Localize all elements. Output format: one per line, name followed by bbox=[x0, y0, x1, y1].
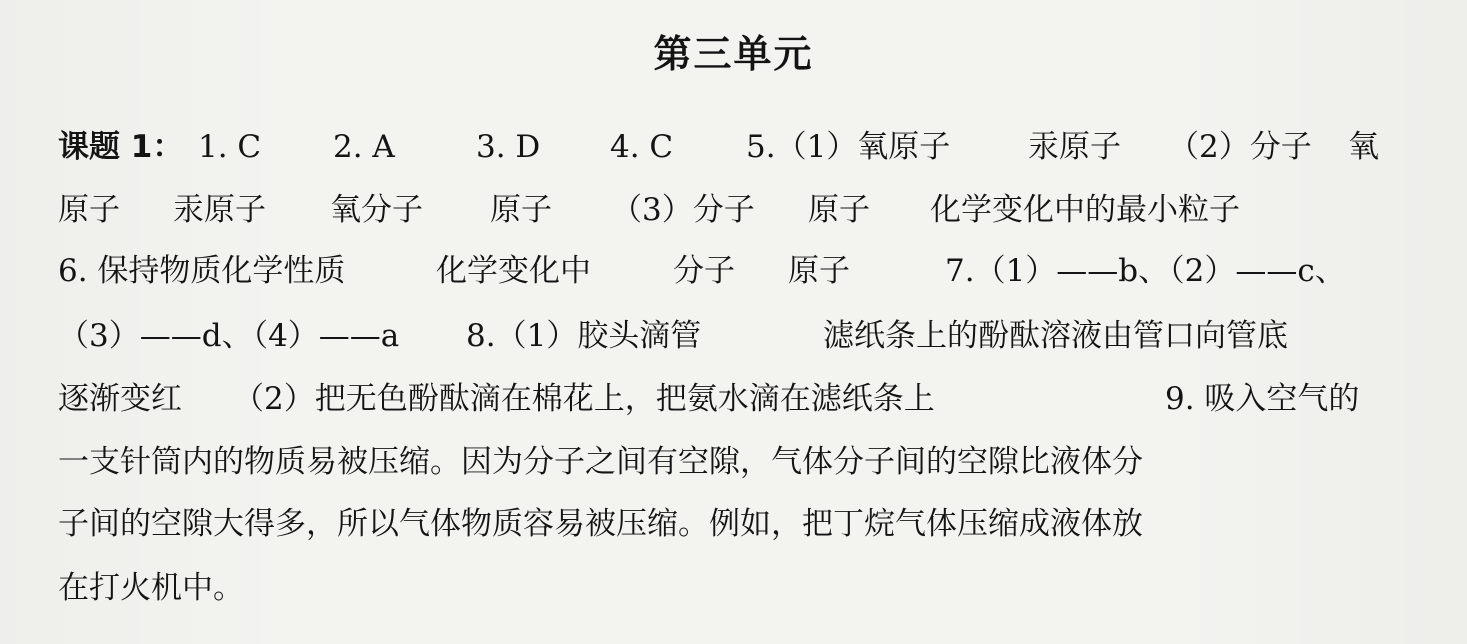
line2-seg5: （3）分子 bbox=[611, 192, 755, 228]
answer-5-part2: 汞原子 bbox=[1028, 129, 1121, 165]
answer-line-1 bbox=[58, 120, 1379, 174]
line2-seg2: 汞原子 bbox=[173, 192, 266, 228]
answer-5-part3: （2）分子 bbox=[1168, 129, 1312, 165]
line3-seg2: 化学变化中 bbox=[436, 253, 591, 289]
line3-seg4: 原子 bbox=[788, 253, 850, 289]
answer-4: 4. C bbox=[610, 129, 674, 165]
line5-seg2: （2）把无色酚酞滴在棉花上，把氨水滴在滤纸条上 bbox=[233, 381, 935, 417]
line3-seg1: 6. 保持物质化学性质 bbox=[58, 253, 346, 289]
line2-seg4: 原子 bbox=[490, 192, 552, 228]
line6-text: 一支针筒内的物质易被压缩。因为分子之间有空隙，气体分子间的空隙比液体分 bbox=[58, 444, 1143, 480]
line4-seg3: 滤纸条上的酚酞溶液由管口向管底 bbox=[823, 318, 1288, 354]
line2-seg3: 氧分子 bbox=[330, 192, 423, 228]
line5-seg3: 9. 吸入空气的 bbox=[1165, 381, 1360, 417]
line4-seg2: 8.（1）胶头滴管 bbox=[466, 318, 702, 354]
unit-title: 第三单元 bbox=[653, 32, 814, 76]
lesson-label: 课题 1： bbox=[58, 129, 184, 165]
answer-line-6 bbox=[58, 435, 1143, 489]
answer-1: 1. C bbox=[198, 129, 262, 165]
line2-seg6: 原子 bbox=[808, 192, 870, 228]
line8-text: 在打火机中。 bbox=[58, 570, 244, 606]
answer-5-part1: 5.（1）氧原子 bbox=[746, 129, 951, 165]
line4-seg1: （3）——d、（4）——a bbox=[58, 318, 400, 354]
line2-seg1: 原子 bbox=[58, 192, 120, 228]
line3-seg3: 分子 bbox=[673, 253, 735, 289]
answer-line-7 bbox=[58, 497, 1143, 551]
answer-3: 3. D bbox=[476, 129, 541, 165]
answer-2: 2. A bbox=[333, 129, 395, 165]
line5-seg1: 逐渐变红 bbox=[58, 381, 182, 417]
line2-seg7: 化学变化中的最小粒子 bbox=[930, 192, 1240, 228]
answer-5-part4: 氧 bbox=[1348, 129, 1379, 165]
line7-text: 子间的空隙大得多，所以气体物质容易被压缩。例如，把丁烷气体压缩成液体放 bbox=[58, 506, 1143, 542]
line3-seg5: 7.（1）——b、（2）——c、 bbox=[945, 253, 1346, 289]
answer-line-8 bbox=[58, 561, 244, 615]
